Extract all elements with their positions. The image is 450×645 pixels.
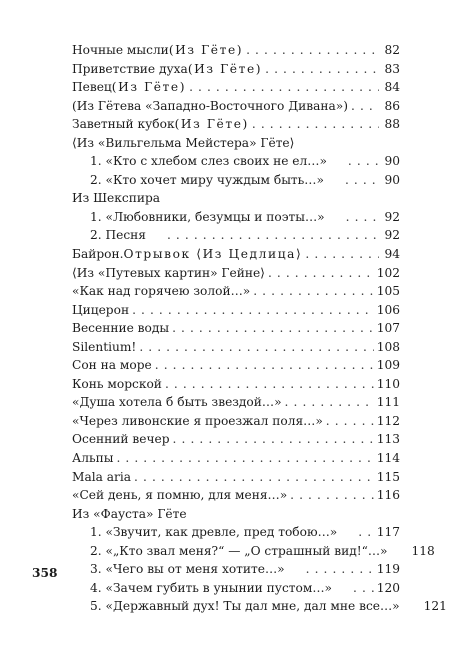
- toc-entry: [72, 78, 400, 97]
- toc-entry: [72, 375, 400, 394]
- toc-entry-title: Весенние воды: [72, 321, 170, 336]
- toc-entry-title: Сон на море: [72, 358, 152, 373]
- toc-entry: [72, 245, 400, 264]
- toc-entry-title: Осенний вечер: [72, 432, 170, 447]
- toc-entry-title: 1. «Звучит, как древле, пред тобою…»: [90, 525, 338, 540]
- toc-entry: [72, 97, 400, 116]
- dot-leader: [173, 430, 374, 449]
- toc-entry-title: 4. «Зачем губить в унынии пустом…»: [90, 580, 333, 595]
- toc-entry: [72, 560, 400, 579]
- toc-entry: [72, 134, 400, 153]
- toc-entry-page: 113: [376, 432, 400, 447]
- toc-entry-page: 94: [384, 247, 400, 262]
- toc-entry-title: Из «Фауста» Гёте: [72, 506, 187, 521]
- toc-entry-title: Альпы: [72, 451, 114, 466]
- toc-entry-title: «Как над горячею золой…»: [72, 284, 251, 299]
- toc-entry-title: ⟨Из «Путевых картин» Гейне⟩: [72, 265, 265, 280]
- toc-entry-page: 108: [376, 339, 400, 354]
- toc-entry-title: (Из Гётева «Западно-Восточного Дивана»): [72, 98, 349, 113]
- toc-entry-page: 102: [376, 265, 400, 280]
- dot-leader: [326, 412, 374, 431]
- toc-entry-page: 106: [376, 302, 400, 317]
- toc-entry-title-spaced: (Из Гёте): [111, 80, 187, 95]
- toc-entry: [72, 412, 400, 431]
- toc-entry-title: 1. «Кто с хлебом слез своих не ел…»: [90, 154, 327, 169]
- toc-entry: [72, 468, 400, 487]
- toc-entry: [72, 542, 435, 561]
- toc-entry-title: Приветствие духа: [72, 61, 188, 76]
- toc-entry: [72, 319, 400, 338]
- toc-entry-title: 5. «Державный дух! Ты дал мне, дал мне все…»: [90, 599, 400, 614]
- toc-entry-page: 90: [384, 172, 400, 187]
- dot-leader: [252, 115, 379, 134]
- toc-entry-title: «Через ливонские я проезжал поля…»: [72, 413, 323, 428]
- table-of-contents: [72, 41, 447, 616]
- toc-entry-title: Цицерон: [72, 302, 130, 317]
- toc-entry-page: 112: [376, 413, 400, 428]
- toc-entry-page: 114: [376, 451, 400, 466]
- toc-entry-title-spaced: (Из Гёте): [187, 61, 263, 76]
- toc-entry-page: 110: [376, 376, 400, 391]
- toc-entry-title: «Сей день, я помню, для меня…»: [72, 488, 288, 503]
- toc-entry-page: 105: [376, 284, 400, 299]
- toc-entry-page: 121: [423, 599, 447, 614]
- toc-entry-title: Певец: [72, 80, 112, 95]
- dot-leader: [134, 468, 374, 487]
- toc-entry-title: ⟨Из «Вильгельма Мейстера» Гёте⟩: [72, 135, 295, 150]
- dot-leader: [139, 338, 373, 357]
- dot-leader: [346, 208, 379, 227]
- toc-entry-title: Заветный кубок: [72, 117, 175, 132]
- toc-entry-title: 2. «Кто хочет миру чуждым быть…»: [90, 172, 324, 187]
- toc-entry-title: Конь морской: [72, 376, 162, 391]
- dot-leader: [348, 152, 379, 171]
- toc-entry-page: 111: [376, 395, 400, 410]
- toc-entry: [72, 152, 400, 171]
- toc-entry-page: 116: [376, 488, 400, 503]
- toc-entry: [72, 505, 400, 524]
- toc-entry: [72, 523, 400, 542]
- dot-leader: [167, 226, 379, 245]
- toc-entry-page: 107: [376, 321, 400, 336]
- toc-entry: [72, 189, 400, 208]
- toc-entry: [72, 430, 400, 449]
- toc-entry-title-spaced: Отрывок ⟨Из Цедлица⟩: [123, 247, 303, 262]
- toc-entry-title-spaced: (Из Гёте): [168, 43, 244, 57]
- dot-leader: [351, 97, 379, 116]
- toc-entry: [72, 393, 400, 412]
- toc-entry-title: 2. Песня: [90, 228, 146, 243]
- toc-entry-title: Ночные мысли: [72, 43, 169, 57]
- toc-entry: [72, 449, 400, 468]
- dot-leader: [165, 375, 374, 394]
- dot-leader: [306, 560, 374, 579]
- dot-leader: [268, 264, 374, 283]
- toc-entry: [72, 597, 447, 616]
- toc-entry: [72, 115, 400, 134]
- toc-entry: [72, 208, 400, 227]
- toc-entry-title: 1. «Любовники, безумцы и поэты…»: [90, 209, 325, 224]
- toc-entry-page: 90: [384, 154, 400, 169]
- dot-leader: [116, 449, 373, 468]
- dot-leader: [132, 301, 374, 320]
- toc-entry-title: «Душа хотела б быть звездой…»: [72, 395, 282, 410]
- toc-entry-page: 88: [384, 117, 400, 132]
- toc-entry: [72, 486, 400, 505]
- toc-entry-title-spaced: (Из Гёте): [174, 117, 249, 132]
- toc-entry-page: 82: [384, 43, 400, 57]
- dot-leader: [290, 486, 374, 505]
- dot-leader: [189, 78, 379, 97]
- toc-entry-title: 2. «„Кто звал меня?“ — „О страшный вид!“…»: [90, 543, 388, 558]
- toc-entry-page: 92: [384, 228, 400, 243]
- toc-entry: [72, 41, 400, 60]
- toc-entry-page: 109: [376, 358, 400, 373]
- toc-entry-page: 119: [376, 562, 400, 577]
- dot-leader: [305, 245, 379, 264]
- dot-leader: [172, 319, 374, 338]
- toc-entry: [72, 301, 400, 320]
- toc-entry-page: 83: [384, 61, 400, 76]
- page-number: 358: [32, 566, 58, 580]
- toc-entry-page: 117: [376, 525, 400, 540]
- toc-entry: [72, 356, 400, 375]
- toc-entry-page: 120: [376, 580, 400, 595]
- dot-leader: [285, 393, 374, 412]
- toc-entry-title: 3. «Чего вы от меня хотите…»: [90, 562, 285, 577]
- toc-entry: [72, 338, 400, 357]
- dot-leader: [253, 282, 374, 301]
- toc-entry-title: Байрон.: [72, 247, 124, 262]
- toc-entry-page: 92: [384, 209, 400, 224]
- toc-entry: [72, 60, 400, 79]
- dot-leader: [358, 523, 373, 542]
- dot-leader: [353, 579, 374, 598]
- toc-entry-title: Silentium!: [72, 339, 137, 354]
- toc-entry: [72, 579, 400, 598]
- toc-entry-title: Mala aria: [72, 469, 132, 484]
- dot-leader: [345, 171, 379, 190]
- dot-leader: [246, 41, 379, 60]
- toc-entry: [72, 282, 400, 301]
- toc-entry-page: 84: [384, 80, 400, 95]
- toc-entry: [72, 264, 400, 283]
- toc-entry-page: 86: [384, 98, 400, 113]
- toc-entry-page: 115: [376, 469, 400, 484]
- dot-leader: [155, 356, 374, 375]
- dot-leader: [265, 60, 379, 79]
- toc-entry: [72, 226, 400, 245]
- toc-entry-title: Из Шекспира: [72, 191, 161, 206]
- toc-entry-page: 118: [411, 543, 435, 558]
- toc-entry: [72, 171, 400, 190]
